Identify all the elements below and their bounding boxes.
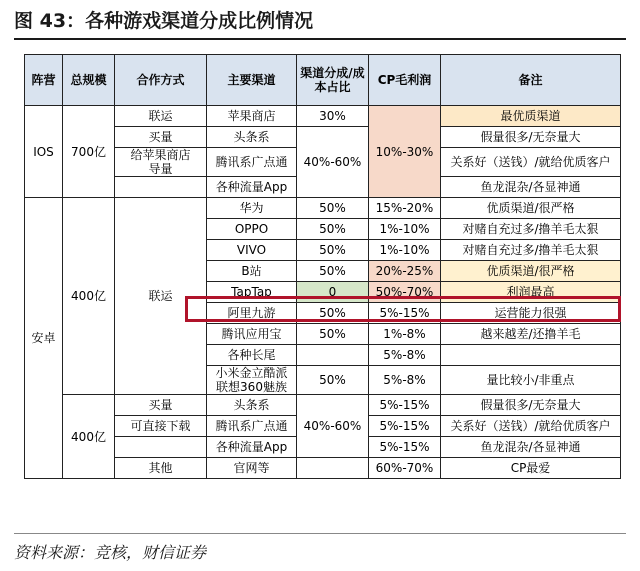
channel-cell: TapTap [207, 282, 297, 303]
channel-cell: 阿里九游 [207, 303, 297, 324]
cp-margin-cell: 5%-8% [369, 366, 441, 395]
share-cell [297, 458, 369, 479]
cp-margin-cell: 5%-15% [369, 437, 441, 458]
share-cell: 50% [297, 303, 369, 324]
channel-cell: 头条系 [207, 127, 297, 148]
cp-margin-cell: 1%-8% [369, 324, 441, 345]
header-share: 渠道分成/成本占比 [297, 55, 369, 106]
channel-line-1: 小米金立酷派 [215, 366, 288, 380]
share-cell: 40%-60% [297, 127, 369, 198]
share-cell: 30% [297, 106, 369, 127]
note-cell: 对赌自充过多/撸羊毛太狠 [441, 219, 621, 240]
share-cell: 50% [297, 198, 369, 219]
share-cell: 50% [297, 240, 369, 261]
cp-margin-cell: 5%-15% [369, 395, 441, 416]
channel-cell: 各种流量App [207, 437, 297, 458]
channel-cell: 各种长尾 [207, 345, 297, 366]
note-cell: 越来越差/还撸羊毛 [441, 324, 621, 345]
figure-title [14, 6, 313, 36]
note-cell [441, 345, 621, 366]
header-method: 合作方式 [115, 55, 207, 106]
table-row [25, 458, 621, 479]
channel-cell: B站 [207, 261, 297, 282]
cp-margin-cell: 15%-20% [369, 198, 441, 219]
cp-margin-cell: 5%-15% [369, 303, 441, 324]
channel-cell [207, 366, 297, 395]
header-camp: 阵营 [25, 55, 63, 106]
camp-cell: 安卓 [25, 198, 63, 479]
note-cell: 鱼龙混杂/各显神通 [441, 437, 621, 458]
table-row [25, 198, 621, 219]
header-row [25, 55, 621, 106]
channel-cell: 腾讯应用宝 [207, 324, 297, 345]
header-channel: 主要渠道 [207, 55, 297, 106]
channel-line-2: 联想360魅族 [216, 380, 287, 394]
method-cell: 可直接下载 [115, 416, 207, 437]
note-cell: 利润最高 [441, 282, 621, 303]
scale-cell: 700亿 [63, 106, 115, 198]
note-cell: 假量很多/无奈量大 [441, 127, 621, 148]
header-scale: 总规模 [63, 55, 115, 106]
share-cell: 40%-60% [297, 395, 369, 458]
channel-cell: 腾讯系广点通 [207, 416, 297, 437]
cp-margin-cell: 50%-70% [369, 282, 441, 303]
share-cell [297, 345, 369, 366]
channel-cell: 华为 [207, 198, 297, 219]
cp-margin-cell: 10%-30% [369, 106, 441, 198]
share-cell: 50% [297, 261, 369, 282]
cp-margin-cell: 5%-8% [369, 345, 441, 366]
method-cell: 联运 [115, 106, 207, 127]
camp-cell: IOS [25, 106, 63, 198]
note-cell: 优质渠道/很严格 [441, 198, 621, 219]
header-cp-margin: CP毛利润 [369, 55, 441, 106]
share-cell: 50% [297, 366, 369, 395]
figure-label: 图 43： [14, 10, 86, 32]
note-cell: 对赌自充过多/撸羊毛太狠 [441, 240, 621, 261]
channel-cell: OPPO [207, 219, 297, 240]
channel-share-table [24, 54, 621, 479]
note-cell: 鱼龙混杂/各显神通 [441, 177, 621, 198]
channel-cell: 腾讯系广点通 [207, 148, 297, 177]
method-cell [115, 437, 207, 458]
cp-margin-cell: 60%-70% [369, 458, 441, 479]
note-cell: 假量很多/无奈量大 [441, 395, 621, 416]
note-cell: 量比较小/非重点 [441, 366, 621, 395]
header-note: 备注 [441, 55, 621, 106]
cp-margin-cell: 1%-10% [369, 219, 441, 240]
table-row [25, 395, 621, 416]
cp-margin-cell: 1%-10% [369, 240, 441, 261]
source-note: 资料来源：竞核，财信证券 [14, 543, 207, 562]
method-cell [115, 177, 207, 198]
method-cell: 买量 [115, 127, 207, 148]
note-cell: 运营能力很强 [441, 303, 621, 324]
channel-cell: 头条系 [207, 395, 297, 416]
title-rule [14, 38, 626, 40]
scale-cell: 400亿 [63, 198, 115, 395]
cp-margin-cell: 20%-25% [369, 261, 441, 282]
method-cell: 给苹果商店 导量 [115, 148, 207, 177]
share-cell: 50% [297, 324, 369, 345]
method-cell: 买量 [115, 395, 207, 416]
method-cell: 其他 [115, 458, 207, 479]
note-cell: CP最爱 [441, 458, 621, 479]
share-cell: 50% [297, 219, 369, 240]
share-cell: 0 [297, 282, 369, 303]
source-rule [14, 533, 626, 534]
figure-title-text: 各种游戏渠道分成比例情况 [85, 10, 314, 32]
method-cell: 联运 [115, 198, 207, 395]
channel-cell: 各种流量App [207, 177, 297, 198]
table-row [25, 106, 621, 127]
note-cell: 关系好（送钱）/就给优质客户 [441, 148, 621, 177]
table-row [25, 127, 621, 148]
channel-cell: VIVO [207, 240, 297, 261]
cp-margin-cell: 5%-15% [369, 416, 441, 437]
note-cell: 关系好（送钱）/就给优质客户 [441, 416, 621, 437]
note-cell: 最优质渠道 [441, 106, 621, 127]
scale-cell: 400亿 [63, 395, 115, 479]
channel-cell: 苹果商店 [207, 106, 297, 127]
note-cell: 优质渠道/很严格 [441, 261, 621, 282]
channel-cell: 官网等 [207, 458, 297, 479]
